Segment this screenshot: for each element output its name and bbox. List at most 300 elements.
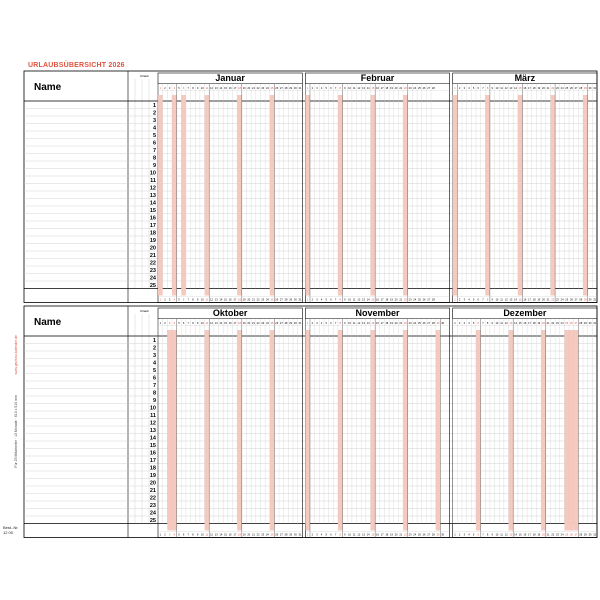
footer-day-number: 14 bbox=[366, 298, 370, 302]
day-number: 25 bbox=[270, 322, 274, 325]
day-number: 28 bbox=[579, 87, 583, 90]
footer-day-number: 1 bbox=[306, 298, 309, 302]
day-number: 15 bbox=[518, 87, 522, 90]
day-number: 24 bbox=[413, 322, 417, 325]
footer-day-number: 3 bbox=[463, 533, 466, 537]
footer-day-number: 18 bbox=[385, 533, 389, 537]
footer-day-number: 17 bbox=[380, 533, 384, 537]
day-number: 7 bbox=[187, 87, 189, 90]
month-frame bbox=[305, 308, 449, 538]
footer-day-number: 3 bbox=[463, 298, 466, 302]
day-number: 13 bbox=[214, 322, 218, 325]
day-number: 11 bbox=[500, 322, 503, 325]
footer-day-number: 23 bbox=[408, 533, 412, 537]
day-number: 27 bbox=[279, 322, 283, 325]
day-number: 6 bbox=[477, 87, 480, 90]
footer-day-number: 12 bbox=[504, 298, 508, 302]
day-number: 5 bbox=[325, 322, 328, 325]
footer-day-number: 28 bbox=[579, 533, 583, 537]
day-number: 3 bbox=[463, 87, 466, 90]
footer-day-number: 8 bbox=[192, 298, 194, 302]
day-number: 12 bbox=[357, 322, 361, 325]
row-number: 10 bbox=[149, 170, 156, 177]
holiday-stripe bbox=[172, 95, 177, 296]
footer-day-number: 18 bbox=[385, 298, 389, 302]
footer-day-number: 12 bbox=[504, 533, 508, 537]
footer-day-number: 9 bbox=[196, 298, 199, 302]
footer-day-number: 17 bbox=[233, 298, 237, 302]
day-number: 5 bbox=[472, 322, 475, 325]
footer-day-number: 2 bbox=[458, 533, 461, 537]
footer-day-number: 16 bbox=[523, 533, 527, 537]
row-number: 19 bbox=[149, 473, 156, 480]
day-number: 27 bbox=[427, 322, 431, 325]
footer-day-number: 27 bbox=[427, 298, 431, 302]
day-number: 26 bbox=[569, 322, 573, 325]
day-number: 19 bbox=[537, 87, 541, 90]
day-number: 3 bbox=[168, 87, 171, 90]
footer-day-number: 5 bbox=[178, 298, 180, 302]
day-number: 23 bbox=[555, 87, 559, 90]
day-number: 18 bbox=[238, 322, 241, 325]
row-number: 1 bbox=[152, 103, 156, 110]
day-number: 12 bbox=[504, 322, 508, 325]
footer-day-number: 18 bbox=[238, 533, 241, 537]
row-number: 23 bbox=[149, 503, 156, 510]
footer-day-number: 16 bbox=[523, 298, 527, 302]
footer-day-number: 6 bbox=[182, 533, 185, 537]
footer-day-number: 7 bbox=[187, 298, 189, 302]
row-number: 8 bbox=[152, 155, 156, 162]
footer-day-number: 20 bbox=[394, 298, 398, 302]
month-name: Oktober bbox=[212, 308, 248, 318]
urlaub-header: Urlaub bbox=[140, 309, 149, 313]
day-number: 15 bbox=[224, 322, 227, 325]
footer-day-number: 12 bbox=[210, 533, 213, 537]
footer-day-number: 15 bbox=[371, 533, 375, 537]
day-number: 5 bbox=[472, 87, 475, 90]
row-number: 15 bbox=[149, 208, 156, 215]
day-number: 31 bbox=[298, 322, 302, 325]
row-number: 21 bbox=[149, 253, 156, 260]
day-number: 26 bbox=[569, 87, 573, 90]
day-number: 20 bbox=[542, 87, 545, 90]
article-number: 12 00 bbox=[3, 530, 14, 535]
day-number: 23 bbox=[408, 87, 412, 90]
day-number: 24 bbox=[265, 87, 269, 90]
day-number: 2 bbox=[458, 87, 461, 90]
footer-day-number: 31 bbox=[298, 298, 302, 302]
footer-day-number: 24 bbox=[265, 298, 269, 302]
footer-day-number: 6 bbox=[182, 298, 185, 302]
day-number: 15 bbox=[518, 322, 522, 325]
footer-day-number: 8 bbox=[192, 533, 194, 537]
footer-day-number: 26 bbox=[422, 533, 426, 537]
footer-day-number: 14 bbox=[514, 533, 517, 537]
day-number: 23 bbox=[555, 322, 559, 325]
day-number: 17 bbox=[233, 322, 237, 325]
footer-day-number: 15 bbox=[224, 298, 227, 302]
day-number: 25 bbox=[565, 322, 569, 325]
holiday-stripe bbox=[237, 95, 242, 296]
holiday-stripe bbox=[181, 95, 186, 296]
day-number: 28 bbox=[284, 87, 288, 90]
day-number: 10 bbox=[495, 87, 499, 90]
holiday-stripe bbox=[403, 95, 408, 296]
footer-day-number: 27 bbox=[279, 533, 283, 537]
footer-day-number: 16 bbox=[376, 533, 379, 537]
day-number: 20 bbox=[247, 322, 251, 325]
day-number: 17 bbox=[528, 322, 531, 325]
row-number: 17 bbox=[149, 458, 156, 465]
footer-day-number: 16 bbox=[228, 533, 232, 537]
day-number: 12 bbox=[210, 87, 213, 90]
row-number: 2 bbox=[152, 345, 156, 352]
footer-day-number: 14 bbox=[219, 533, 223, 537]
day-number: 5 bbox=[178, 87, 180, 90]
footer-day-number: 2 bbox=[311, 533, 314, 537]
footer-day-number: 20 bbox=[247, 533, 251, 537]
footer-day-number: 28 bbox=[284, 533, 288, 537]
day-number: 8 bbox=[339, 87, 341, 90]
footer-day-number: 17 bbox=[233, 533, 237, 537]
row-number: 11 bbox=[150, 178, 156, 185]
footer-day-number: 14 bbox=[366, 533, 370, 537]
month-frame bbox=[158, 73, 302, 303]
holiday-stripe bbox=[158, 95, 163, 296]
day-number: 2 bbox=[458, 322, 461, 325]
footer-day-number: 2 bbox=[311, 298, 314, 302]
footer-day-number: 27 bbox=[427, 533, 431, 537]
day-number: 5 bbox=[178, 322, 180, 325]
row-number: 7 bbox=[152, 148, 156, 155]
holiday-stripe bbox=[270, 95, 275, 296]
day-number: 6 bbox=[330, 87, 332, 90]
holiday-stripe bbox=[167, 330, 172, 531]
day-number: 24 bbox=[265, 322, 269, 325]
footer-day-number: 26 bbox=[275, 298, 279, 302]
day-number: 10 bbox=[348, 322, 352, 325]
row-number: 12 bbox=[149, 185, 156, 192]
footer-day-number: 19 bbox=[242, 533, 246, 537]
footer-day-number: 7 bbox=[334, 298, 337, 302]
row-number: 8 bbox=[152, 390, 156, 397]
day-number: 26 bbox=[422, 322, 426, 325]
day-number: 1 bbox=[306, 87, 309, 90]
row-number: 16 bbox=[149, 215, 156, 222]
day-number: 17 bbox=[380, 87, 384, 90]
footer-day-number: 31 bbox=[593, 298, 597, 302]
day-number: 29 bbox=[583, 87, 587, 90]
day-number: 11 bbox=[205, 322, 209, 325]
day-number: 31 bbox=[593, 87, 597, 90]
day-number: 29 bbox=[583, 322, 587, 325]
day-number: 8 bbox=[486, 87, 489, 90]
row-number: 6 bbox=[152, 140, 156, 147]
holiday-stripe bbox=[476, 330, 481, 531]
side-format-text: Für 25 Mitarbeiter · 13 Monate · 610 x 510 mm bbox=[14, 395, 18, 468]
day-number: 16 bbox=[376, 322, 379, 325]
footer-day-number: 18 bbox=[532, 533, 536, 537]
footer-day-number: 1 bbox=[454, 533, 456, 537]
footer-day-number: 9 bbox=[491, 298, 493, 302]
day-number: 19 bbox=[390, 87, 393, 90]
footer-day-number: 15 bbox=[371, 298, 375, 302]
day-number: 14 bbox=[219, 322, 223, 325]
day-number: 28 bbox=[431, 322, 435, 325]
footer-day-number: 16 bbox=[228, 298, 232, 302]
name-header: Name bbox=[34, 82, 62, 93]
day-number: 13 bbox=[509, 87, 513, 90]
day-number: 23 bbox=[261, 322, 265, 325]
footer-day-number: 30 bbox=[293, 298, 297, 302]
day-number: 10 bbox=[348, 87, 352, 90]
footer-day-number: 23 bbox=[261, 533, 265, 537]
day-number: 20 bbox=[394, 322, 398, 325]
footer-day-number: 8 bbox=[339, 533, 341, 537]
footer-day-number: 19 bbox=[537, 298, 541, 302]
footer-day-number: 19 bbox=[537, 533, 541, 537]
day-number: 22 bbox=[403, 322, 407, 325]
holiday-stripe bbox=[574, 330, 579, 531]
footer-day-number: 4 bbox=[468, 533, 470, 537]
footer-day-number: 26 bbox=[422, 298, 426, 302]
footer-day-number: 24 bbox=[413, 298, 417, 302]
day-number: 25 bbox=[417, 87, 421, 90]
day-number: 19 bbox=[242, 322, 246, 325]
footer-day-number: 24 bbox=[560, 298, 564, 302]
footer-day-number: 12 bbox=[210, 298, 213, 302]
holiday-stripe bbox=[172, 330, 177, 531]
day-number: 30 bbox=[293, 87, 297, 90]
footer-day-number: 5 bbox=[472, 298, 475, 302]
row-number: 10 bbox=[149, 405, 156, 412]
footer-day-number: 31 bbox=[593, 533, 597, 537]
footer-day-number: 30 bbox=[441, 533, 445, 537]
row-number: 16 bbox=[149, 450, 156, 457]
month-name: November bbox=[355, 308, 400, 318]
footer-day-number: 22 bbox=[403, 533, 407, 537]
footer-day-number: 19 bbox=[390, 298, 393, 302]
day-number: 18 bbox=[532, 87, 536, 90]
row-number: 3 bbox=[152, 118, 156, 125]
day-number: 14 bbox=[219, 87, 223, 90]
day-number: 20 bbox=[542, 322, 545, 325]
row-number: 22 bbox=[149, 260, 156, 267]
footer-day-number: 29 bbox=[436, 533, 440, 537]
footer-day-number: 30 bbox=[588, 298, 592, 302]
holiday-stripe bbox=[305, 330, 310, 531]
day-number: 19 bbox=[242, 87, 246, 90]
day-number: 18 bbox=[532, 322, 536, 325]
day-number: 21 bbox=[399, 322, 403, 325]
footer-day-number: 22 bbox=[403, 298, 407, 302]
footer-day-number: 17 bbox=[528, 533, 531, 537]
footer-day-number: 26 bbox=[569, 298, 573, 302]
row-number: 25 bbox=[149, 518, 156, 525]
holiday-stripe bbox=[453, 95, 458, 296]
holiday-stripe bbox=[564, 330, 569, 531]
day-number: 17 bbox=[528, 87, 531, 90]
footer-day-number: 22 bbox=[256, 298, 260, 302]
day-number: 26 bbox=[275, 322, 279, 325]
footer-day-number: 21 bbox=[399, 533, 403, 537]
footer-day-number: 8 bbox=[486, 298, 489, 302]
day-number: 14 bbox=[366, 322, 370, 325]
footer-day-number: 24 bbox=[265, 533, 269, 537]
month-frame bbox=[453, 73, 597, 303]
day-number: 9 bbox=[196, 322, 199, 325]
day-number: 15 bbox=[224, 87, 227, 90]
day-number: 22 bbox=[551, 322, 555, 325]
footer-day-number: 13 bbox=[362, 298, 365, 302]
footer-day-number: 21 bbox=[252, 533, 255, 537]
month-name: März bbox=[514, 73, 536, 83]
day-number: 8 bbox=[192, 322, 194, 325]
footer-day-number: 27 bbox=[574, 533, 578, 537]
day-number: 4 bbox=[173, 87, 176, 90]
footer-day-number: 6 bbox=[330, 533, 332, 537]
row-number: 7 bbox=[152, 383, 156, 390]
row-number: 4 bbox=[152, 360, 156, 367]
footer-day-number: 7 bbox=[482, 298, 484, 302]
row-number: 5 bbox=[152, 133, 156, 140]
footer-day-number: 10 bbox=[495, 533, 499, 537]
day-number: 28 bbox=[284, 322, 288, 325]
footer-day-number: 6 bbox=[330, 298, 332, 302]
row-number: 15 bbox=[149, 443, 156, 450]
footer-day-number: 1 bbox=[159, 298, 162, 302]
name-header: Name bbox=[34, 317, 62, 328]
row-number: 3 bbox=[152, 353, 156, 360]
month-name: Februar bbox=[360, 73, 395, 83]
row-number: 18 bbox=[149, 230, 156, 237]
footer-day-number: 30 bbox=[293, 533, 297, 537]
holiday-stripe bbox=[371, 330, 376, 531]
footer-day-number: 1 bbox=[159, 533, 162, 537]
footer-day-number: 2 bbox=[164, 298, 166, 302]
side-website-text: www.gscholz-kalender.de bbox=[14, 335, 18, 375]
day-number: 13 bbox=[362, 87, 365, 90]
day-number: 15 bbox=[371, 322, 375, 325]
day-number: 4 bbox=[320, 87, 323, 90]
footer-day-number: 3 bbox=[316, 533, 318, 537]
footer-day-number: 27 bbox=[574, 298, 578, 302]
day-number: 7 bbox=[334, 87, 337, 90]
day-number: 1 bbox=[159, 322, 162, 325]
day-number: 24 bbox=[560, 322, 564, 325]
day-number: 10 bbox=[200, 322, 204, 325]
day-number: 14 bbox=[514, 322, 517, 325]
footer-day-number: 30 bbox=[588, 533, 592, 537]
holiday-stripe bbox=[237, 330, 242, 531]
day-number: 21 bbox=[252, 87, 255, 90]
footer-day-number: 18 bbox=[238, 298, 241, 302]
day-number: 21 bbox=[546, 322, 550, 325]
footer-day-number: 9 bbox=[344, 298, 346, 302]
day-number: 1 bbox=[159, 87, 162, 90]
day-number: 16 bbox=[228, 87, 232, 90]
day-number: 13 bbox=[214, 87, 218, 90]
holiday-stripe bbox=[541, 330, 546, 531]
row-number: 11 bbox=[150, 413, 156, 420]
footer-day-number: 15 bbox=[518, 533, 522, 537]
day-number: 12 bbox=[357, 87, 361, 90]
footer-day-number: 9 bbox=[196, 533, 199, 537]
footer-day-number: 10 bbox=[200, 533, 204, 537]
month-frame bbox=[158, 308, 302, 538]
day-number: 7 bbox=[482, 322, 484, 325]
day-number: 30 bbox=[293, 322, 297, 325]
day-number: 24 bbox=[413, 87, 417, 90]
day-number: 7 bbox=[482, 87, 484, 90]
footer-day-number: 5 bbox=[178, 533, 180, 537]
footer-day-number: 23 bbox=[408, 298, 412, 302]
day-number: 4 bbox=[173, 322, 176, 325]
footer-day-number: 15 bbox=[518, 298, 522, 302]
day-number: 25 bbox=[417, 322, 421, 325]
day-number: 2 bbox=[164, 87, 166, 90]
day-number: 26 bbox=[422, 87, 426, 90]
row-number: 4 bbox=[152, 125, 156, 132]
footer-day-number: 19 bbox=[390, 533, 393, 537]
day-number: 15 bbox=[371, 87, 375, 90]
day-number: 19 bbox=[537, 322, 541, 325]
footer-day-number: 5 bbox=[325, 298, 328, 302]
footer-day-number: 13 bbox=[362, 533, 365, 537]
day-number: 9 bbox=[344, 87, 346, 90]
holiday-stripe bbox=[436, 330, 441, 531]
day-number: 2 bbox=[311, 322, 314, 325]
day-number: 25 bbox=[270, 87, 274, 90]
day-number: 29 bbox=[289, 322, 293, 325]
footer-day-number: 11 bbox=[352, 298, 356, 302]
day-number: 6 bbox=[477, 322, 480, 325]
row-number: 9 bbox=[152, 398, 156, 405]
row-number: 9 bbox=[152, 163, 156, 170]
footer-day-number: 13 bbox=[509, 533, 513, 537]
row-number: 20 bbox=[149, 480, 156, 487]
holiday-stripe bbox=[518, 95, 523, 296]
footer-day-number: 26 bbox=[569, 533, 573, 537]
article-label: Best.-Nr. bbox=[3, 525, 19, 530]
holiday-stripe bbox=[485, 95, 490, 296]
footer-day-number: 10 bbox=[348, 533, 352, 537]
day-number: 4 bbox=[320, 322, 323, 325]
footer-day-number: 22 bbox=[256, 533, 260, 537]
footer-day-number: 17 bbox=[528, 298, 531, 302]
row-number: 2 bbox=[152, 110, 156, 117]
urlaub-header: Urlaub bbox=[140, 74, 149, 78]
holiday-stripe bbox=[270, 330, 275, 531]
day-number: 30 bbox=[588, 322, 592, 325]
footer-day-number: 25 bbox=[270, 533, 274, 537]
footer-day-number: 4 bbox=[320, 298, 323, 302]
footer-day-number: 21 bbox=[252, 298, 255, 302]
row-number: 14 bbox=[149, 435, 156, 442]
holiday-stripe bbox=[403, 330, 408, 531]
day-number: 1 bbox=[306, 322, 309, 325]
footer-day-number: 13 bbox=[214, 533, 218, 537]
row-number: 5 bbox=[152, 368, 156, 375]
holiday-stripe bbox=[509, 330, 514, 531]
footer-day-number: 26 bbox=[275, 533, 279, 537]
holiday-stripe bbox=[205, 95, 210, 296]
footer-day-number: 4 bbox=[173, 533, 176, 537]
footer-day-number: 19 bbox=[242, 298, 246, 302]
day-number: 9 bbox=[491, 87, 493, 90]
footer-day-number: 24 bbox=[560, 533, 564, 537]
